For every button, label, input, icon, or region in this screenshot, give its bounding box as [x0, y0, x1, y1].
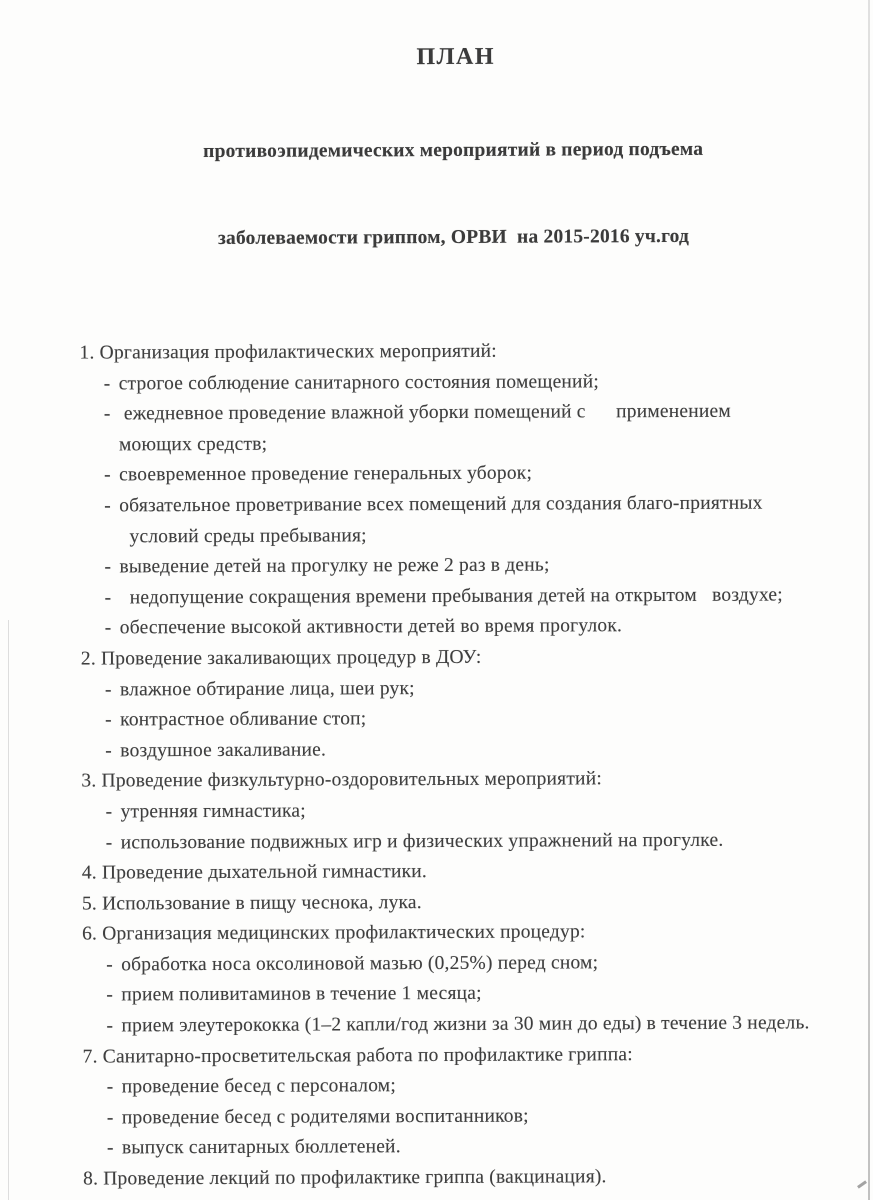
section-number: 8.: [83, 1168, 104, 1190]
section-heading-text: Проведение дыхательной гимнастики.: [101, 861, 428, 884]
section-heading: [81, 764, 816, 798]
section-heading: [82, 855, 817, 889]
list-item-text: воздушное закаливание.: [120, 739, 327, 762]
document-subtitle-line1: противоэпидемических мероприятий в период подъема: [203, 138, 704, 163]
section-heading: [83, 1161, 818, 1195]
section-number: 2.: [80, 648, 102, 670]
list-item-text: прием элеутерококка (1–2 капли/год жизни за 30 мин до еды) в течение 3 недель.: [121, 1012, 810, 1037]
section-5: [82, 886, 817, 920]
bullet-dash: -: [105, 709, 112, 731]
section-heading: [82, 886, 817, 920]
bullet-dash: -: [106, 954, 113, 976]
bullet-dash: -: [106, 1137, 114, 1159]
list-item: [81, 702, 816, 736]
bullet-dash: -: [106, 1015, 114, 1037]
list-item-text: влажное обтирание лица, шеи рук;: [119, 677, 415, 700]
list-item: [80, 488, 815, 552]
list-item: [80, 458, 815, 492]
list-item: [82, 978, 817, 1012]
list-item-text: своевременное проведение генеральных уборок;: [119, 462, 533, 486]
list-item: [82, 947, 817, 981]
section-heading: [82, 917, 817, 951]
document-subtitle: [78, 76, 814, 311]
bullet-dash: -: [103, 373, 111, 395]
list-item-text: проведение бесед с родителями воспитанников;: [121, 1105, 529, 1129]
section-number: 6.: [82, 923, 103, 945]
section-number: 7.: [82, 1046, 103, 1068]
bullet-dash: -: [105, 831, 113, 853]
list-item-text: ежедневное проведение влажной уборки помещений с применением моющих средств;: [118, 400, 731, 456]
scan-edge-right: [868, 0, 870, 1200]
bullet-dash: -: [104, 464, 111, 486]
bullet-dash: -: [105, 740, 113, 762]
list-item-text: проведение бесед с персоналом;: [121, 1075, 396, 1098]
section-heading: [81, 641, 816, 675]
list-item: [81, 794, 816, 828]
section-4: [82, 855, 817, 889]
section-7: [83, 1039, 819, 1165]
section-heading-text: Организация профилактических мероприятий:: [99, 340, 497, 364]
document-subtitle-line2: заболеваемости гриппом, ОРВИ на 2015-2016 уч.год: [217, 225, 690, 249]
list-item: [83, 1100, 818, 1134]
list-item-text: утренняя гимнастика;: [120, 800, 306, 823]
section-heading-text: Санитарно-просветительская работа по профилактике гриппа:: [102, 1043, 633, 1068]
bullet-dash: -: [106, 1107, 114, 1129]
section-1: [79, 335, 815, 644]
section-3: [81, 764, 816, 859]
list-item: [81, 733, 816, 767]
list-item-text: обеспечение высокой активности детей во время прогулок.: [119, 615, 623, 639]
section-number: 1.: [79, 342, 100, 364]
list-item: [81, 611, 816, 645]
list-item-text: обработка носа оксолиновой мазью (0,25%) перед сном;: [121, 952, 599, 976]
list-item-text: строгое соблюдение санитарного состояния помещений;: [118, 370, 599, 394]
document-title: ПЛАН: [416, 43, 496, 71]
bullet-dash: -: [106, 1076, 114, 1098]
list-item-text: контрастное обливание стоп;: [120, 708, 367, 731]
list-item-text: выпуск санитарных бюллетеней.: [121, 1136, 401, 1159]
section-heading: [79, 335, 814, 369]
section-heading-text: Проведение физкультурно-оздоровительных мероприятий:: [101, 768, 602, 792]
list-item-text: использование подвижных игр и физических упражнений на прогулке.: [120, 829, 724, 853]
list-item: [80, 550, 815, 584]
section-heading-text: Проведение закаливающих процедур в ДОУ:: [100, 646, 482, 670]
section-6: [82, 917, 818, 1043]
bullet-dash: -: [104, 617, 112, 639]
bullet-dash: -: [104, 678, 112, 700]
list-item: [83, 1070, 818, 1104]
list-item: [82, 825, 817, 859]
section-heading: [83, 1039, 818, 1073]
section-heading-text: Использование в пищу чеснока, лука.: [102, 891, 422, 915]
bullet-dash: -: [104, 495, 111, 517]
section-2: [81, 641, 817, 767]
bullet-dash: -: [105, 801, 113, 823]
bullet-dash: -: [104, 587, 112, 609]
list-item: [81, 580, 816, 614]
bullet-dash: -: [103, 403, 111, 425]
list-item: [80, 397, 815, 461]
section-number: 5.: [81, 893, 103, 915]
section-8: [83, 1161, 818, 1195]
list-item-text: недопущение сокращения времени пребывания детей на открытом воздухе;: [119, 584, 783, 609]
list-item: [83, 1131, 818, 1165]
section-number: 4.: [81, 862, 102, 884]
list-item-text: выведение детей на прогулку не реже 2 раз в день;: [119, 554, 550, 578]
document-body: [79, 335, 818, 1195]
list-item: [80, 366, 815, 400]
list-item-text: обязательное проветривание всех помещений для создания благо-приятных условий среды пребывания;: [119, 492, 763, 547]
list-item-text: прием поливитаминов в течение 1 месяца;: [121, 983, 482, 1006]
list-item: [81, 672, 816, 706]
section-heading-text: Организация медицинских профилактических процедур:: [102, 921, 586, 945]
bullet-dash: -: [104, 556, 112, 578]
section-heading-text: Проведение лекций по профилактике гриппа (вакцинация).: [103, 1166, 607, 1190]
bullet-dash: -: [106, 984, 114, 1006]
scan-edge-left: [8, 620, 9, 1200]
section-number: 3.: [81, 770, 102, 792]
list-item: [82, 1008, 817, 1042]
